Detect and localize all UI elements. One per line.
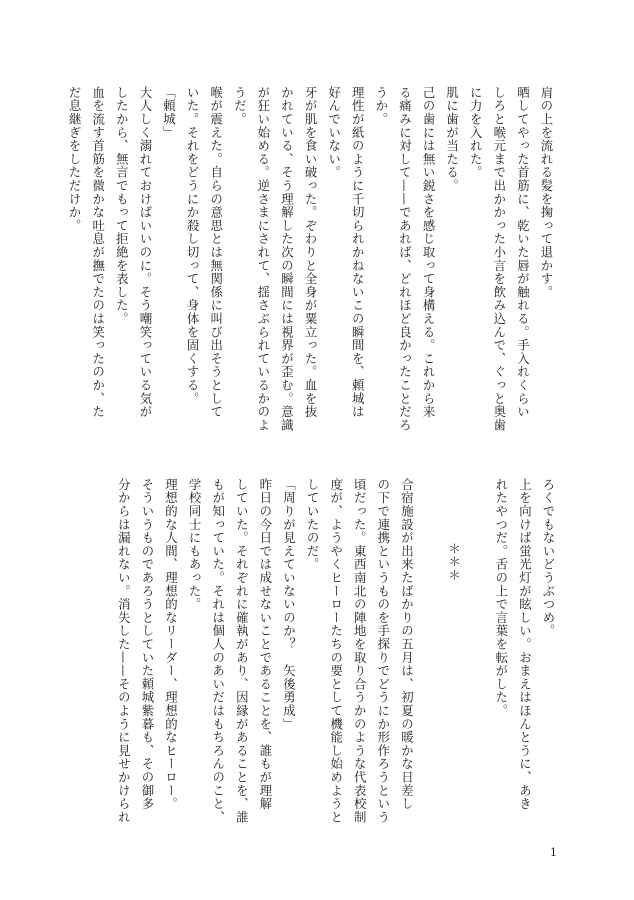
upper-text-line: うだ。: [232, 86, 248, 126]
lower-text-line: 学校同士にもあった。: [187, 478, 203, 611]
upper-text-line: だ息継ぎをしただけか。: [67, 86, 83, 233]
upper-text-line: る痛みに対して——であれば、どれほど良かったことだろ: [397, 86, 413, 432]
lower-text-line: 頃だった。東西南北の陣地を取り合うかのような代表校制: [352, 478, 368, 824]
upper-text-line: したから、無言でもって拒絶を表した。: [114, 86, 130, 326]
lower-text-line: 「周りが見えていないのか？ 矢後勇成」: [281, 478, 297, 731]
upper-text-line: 血を流す首筋を微かな吐息が撫でたのは笑ったのか、た: [90, 86, 106, 419]
upper-text-line: うか。: [373, 86, 389, 126]
text-block-lower: [112, 478, 560, 843]
lower-text-line: [418, 478, 442, 843]
lower-text-line: 分からは漏れない。消失した——そのように見せかけられ: [116, 478, 132, 824]
upper-text-line: 晒してやった首筋に、乾いた唇が触れる。手入れくらい: [515, 86, 531, 419]
lower-text-line: れたやつだ。舌の上で言葉を転がした。: [493, 478, 509, 718]
section-break: ＊＊＊: [446, 542, 462, 582]
upper-text-line: 理性が紙のように千切られかねないこの瞬間を、頼城は: [350, 86, 366, 419]
upper-text-line: 肌に歯が当たる。: [444, 86, 460, 193]
upper-text-line: 牙が肌を食い破った。ぞわりと全身が粟立った。血を抜: [303, 86, 319, 419]
lower-text-line: の下で連携というものを手探りでどうにか形作ろうという: [375, 478, 391, 824]
lower-text-line: 昨日の今日では成せないことであることを、誰もが理解: [257, 478, 273, 811]
upper-text-line: 喉が震えた。自らの意思とは無関係に叫び出そうとして: [208, 86, 224, 419]
lower-text-line: もが知っていた。それは個人のあいだはもちろんのこと、: [210, 478, 226, 824]
lower-text-line: 度が、ようやくヒーローたちの要として機能し始めようと: [328, 478, 344, 824]
lower-text-line: していたのだ。: [305, 478, 321, 572]
upper-text-line: 「頼城」: [161, 86, 177, 140]
upper-text-line: かれている、そう理解した次の瞬間には視界が歪む。意識: [279, 86, 295, 432]
upper-text-line: いた。それをどうにか殺し切って、身体を固くする。: [185, 86, 201, 406]
upper-text-line: 大人しく溺れておけばいいのに。そう嘲笑っている気が: [137, 86, 153, 419]
upper-text-line: 好んでいない。: [326, 86, 342, 180]
text-block-upper: [63, 86, 558, 451]
upper-text-line: しろと喉元まで出かかった小言を飲み込んで、ぐっと奥歯: [491, 86, 507, 432]
lower-text-line: 上を向けば蛍光灯が眩しい。おまえはほんとうに、あき: [517, 478, 533, 811]
lower-text-line: していた。それぞれに確執があり、因縁があることを、誰: [234, 478, 250, 824]
upper-text-line: が狂い始める。逆さまにされて、揺さぶられているかのよ: [255, 86, 271, 432]
upper-text-line: 肩の上を流れる髪を掬って退かす。: [539, 86, 554, 299]
lower-text-line: 理想的な人間、理想的なリーダー、理想的なヒーロー。: [163, 478, 179, 811]
upper-text-line: 己の歯には無い鋭さを感じ取って身構える。これから来: [421, 86, 437, 419]
lower-text-line: 合宿施設が出来たばかりの五月は、初夏の暖かな日差し: [399, 478, 415, 811]
lower-text-line: ろくでもないどうぶつめ。: [541, 478, 556, 638]
page-number: 1: [550, 846, 557, 859]
upper-text-line: に力を入れた。: [468, 86, 484, 180]
lower-text-line: [466, 478, 490, 843]
lower-text-line: そういうものであろうとしていた頼城紫暮も、その御多: [139, 478, 155, 811]
